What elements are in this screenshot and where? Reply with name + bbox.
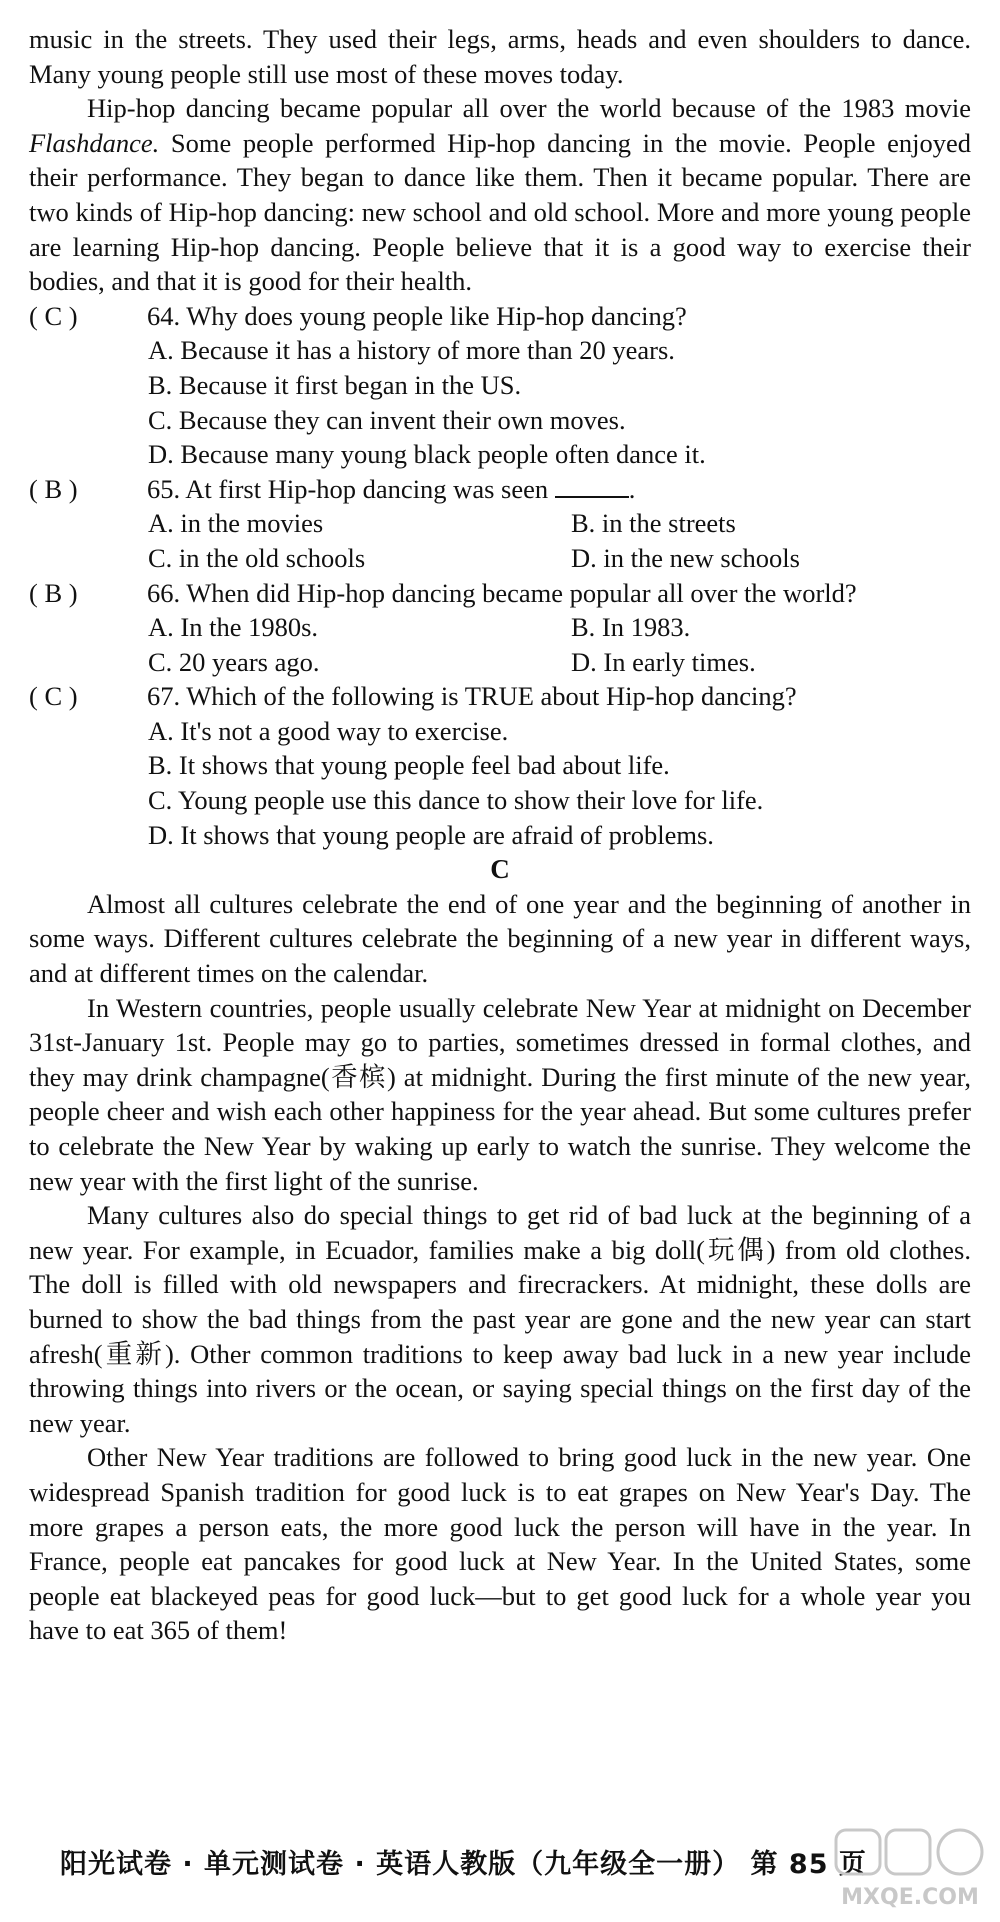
option-row xyxy=(148,610,971,645)
watermark-text: MXQE.COM xyxy=(841,1885,979,1910)
passage-c-paragraph: Many cultures also do special things to get rid of bad luck at the beginning of a new year. For example, in Ecuador, families make a big doll(玩偶) from old clothes. The doll is filled with old newspapers and firecrackers. At midnight, these dolls are burned to show the bad things from the past year are gone and the new year can start afresh(重新). Other common traditions to keep away bad luck in a new year include throwing things into rivers or the ocean, or saying special things on the first day of the new year. xyxy=(29,1200,971,1438)
question-text: 67. Which of the following is TRUE about Hip-hop dancing? xyxy=(147,681,797,712)
answer-blank xyxy=(555,474,629,498)
question-text-end: . xyxy=(628,473,636,504)
text-span: Hip-hop dancing became popular all over the world because of the 1983 movie xyxy=(87,93,971,124)
answer-mark: ( B ) xyxy=(29,577,78,608)
question-stem xyxy=(29,576,971,611)
option: D. Because many young black people often dance it. xyxy=(148,439,706,470)
question-stem xyxy=(29,299,971,334)
passage-b-paragraph: music in the streets. They used their legs, arms, heads and even shoulders to dance. Many young people still use most of these moves today. xyxy=(29,24,971,89)
option: B. It shows that young people feel bad about life. xyxy=(148,750,670,781)
option: C. Young people use this dance to show their love for life. xyxy=(148,785,764,816)
option: A. in the movies xyxy=(148,508,324,539)
option: B. Because it first began in the US. xyxy=(148,369,522,400)
section-c-heading: C xyxy=(490,854,510,885)
option: D. in the new schools xyxy=(571,542,800,573)
passage-c-paragraph: Almost all cultures celebrate the end of one year and the beginning of another in some ways. Different cultures celebrate the beginning of a new year in different ways, and at different times on the calendar. xyxy=(29,888,971,989)
question-text: 65. At first Hip-hop dancing was seen xyxy=(147,473,549,504)
passage-c-paragraph: Other New Year traditions are followed to bring good luck in the new year. One widespread Spanish tradition for good luck is to eat grapes on New Year's Day. The more grapes a person eats, the more good luck the person will have in the year. In France, people eat pancakes for good luck at New Year. In the United States, some people eat blackeyed peas for good luck—but to get good luck for a whole year you have to eat 365 of them! xyxy=(29,1442,971,1646)
option: A. In the 1980s. xyxy=(148,612,319,643)
question-66 xyxy=(29,576,971,680)
passage-c-paragraph: In Western countries, people usually celebrate New Year at midnight on December 31st-January 1st. People may go to parties, sometimes dressed in formal clothes, and they may drink champagne(香槟) at midnight. During the first minute of the new year, people cheer and wish each other happiness for the year ahead. But some cultures prefer to celebrate the New Year by waking up early to watch the sunrise. They welcome the new year with the first light of the sunrise. xyxy=(29,992,971,1196)
option-row xyxy=(148,541,971,576)
answer-site-logo-icon xyxy=(820,1822,1000,1917)
option: D. In early times. xyxy=(571,646,756,677)
answer-mark: ( C ) xyxy=(29,300,78,331)
option-row xyxy=(148,645,971,680)
option: D. It shows that young people are afraid of problems. xyxy=(148,819,714,850)
watermark xyxy=(820,1822,1000,1917)
option: C. 20 years ago. xyxy=(148,646,320,677)
option-row xyxy=(148,506,971,541)
page-footer: 阳光试卷 · 单元测试卷 · 英语人教版（九年级全一册） 第 85 页 xyxy=(60,1849,867,1880)
option: C. in the old schools xyxy=(148,542,366,573)
option: A. It's not a good way to exercise. xyxy=(148,715,509,746)
question-65 xyxy=(29,472,971,576)
question-stem xyxy=(29,679,971,714)
question-67 xyxy=(29,679,971,852)
question-64 xyxy=(29,299,971,472)
passage-b-paragraph xyxy=(29,91,971,299)
option: B. In 1983. xyxy=(571,612,691,643)
option: A. Because it has a history of more than 20 years. xyxy=(148,335,675,366)
text-span: Some people performed Hip-hop dancing in the movie. People enjoyed their performance. They began to dance like them. Then it became popular. There are two kinds of Hip-hop dancing: new school and old school. More and more young people are learning Hip-hop dancing. People believe that it is a good way to exercise their bodies, and that it is good for their health. xyxy=(29,127,971,297)
answer-mark: ( C ) xyxy=(29,681,78,712)
page-content xyxy=(29,22,971,1648)
option: C. Because they can invent their own moves. xyxy=(148,404,626,435)
movie-title: Flashdance. xyxy=(29,127,160,158)
option: B. in the streets xyxy=(571,508,736,539)
question-text: 66. When did Hip-hop dancing became popular all over the world? xyxy=(147,577,857,608)
question-text: 64. Why does young people like Hip-hop dancing? xyxy=(147,300,687,331)
question-stem xyxy=(29,472,971,507)
answer-mark: ( B ) xyxy=(29,473,78,504)
